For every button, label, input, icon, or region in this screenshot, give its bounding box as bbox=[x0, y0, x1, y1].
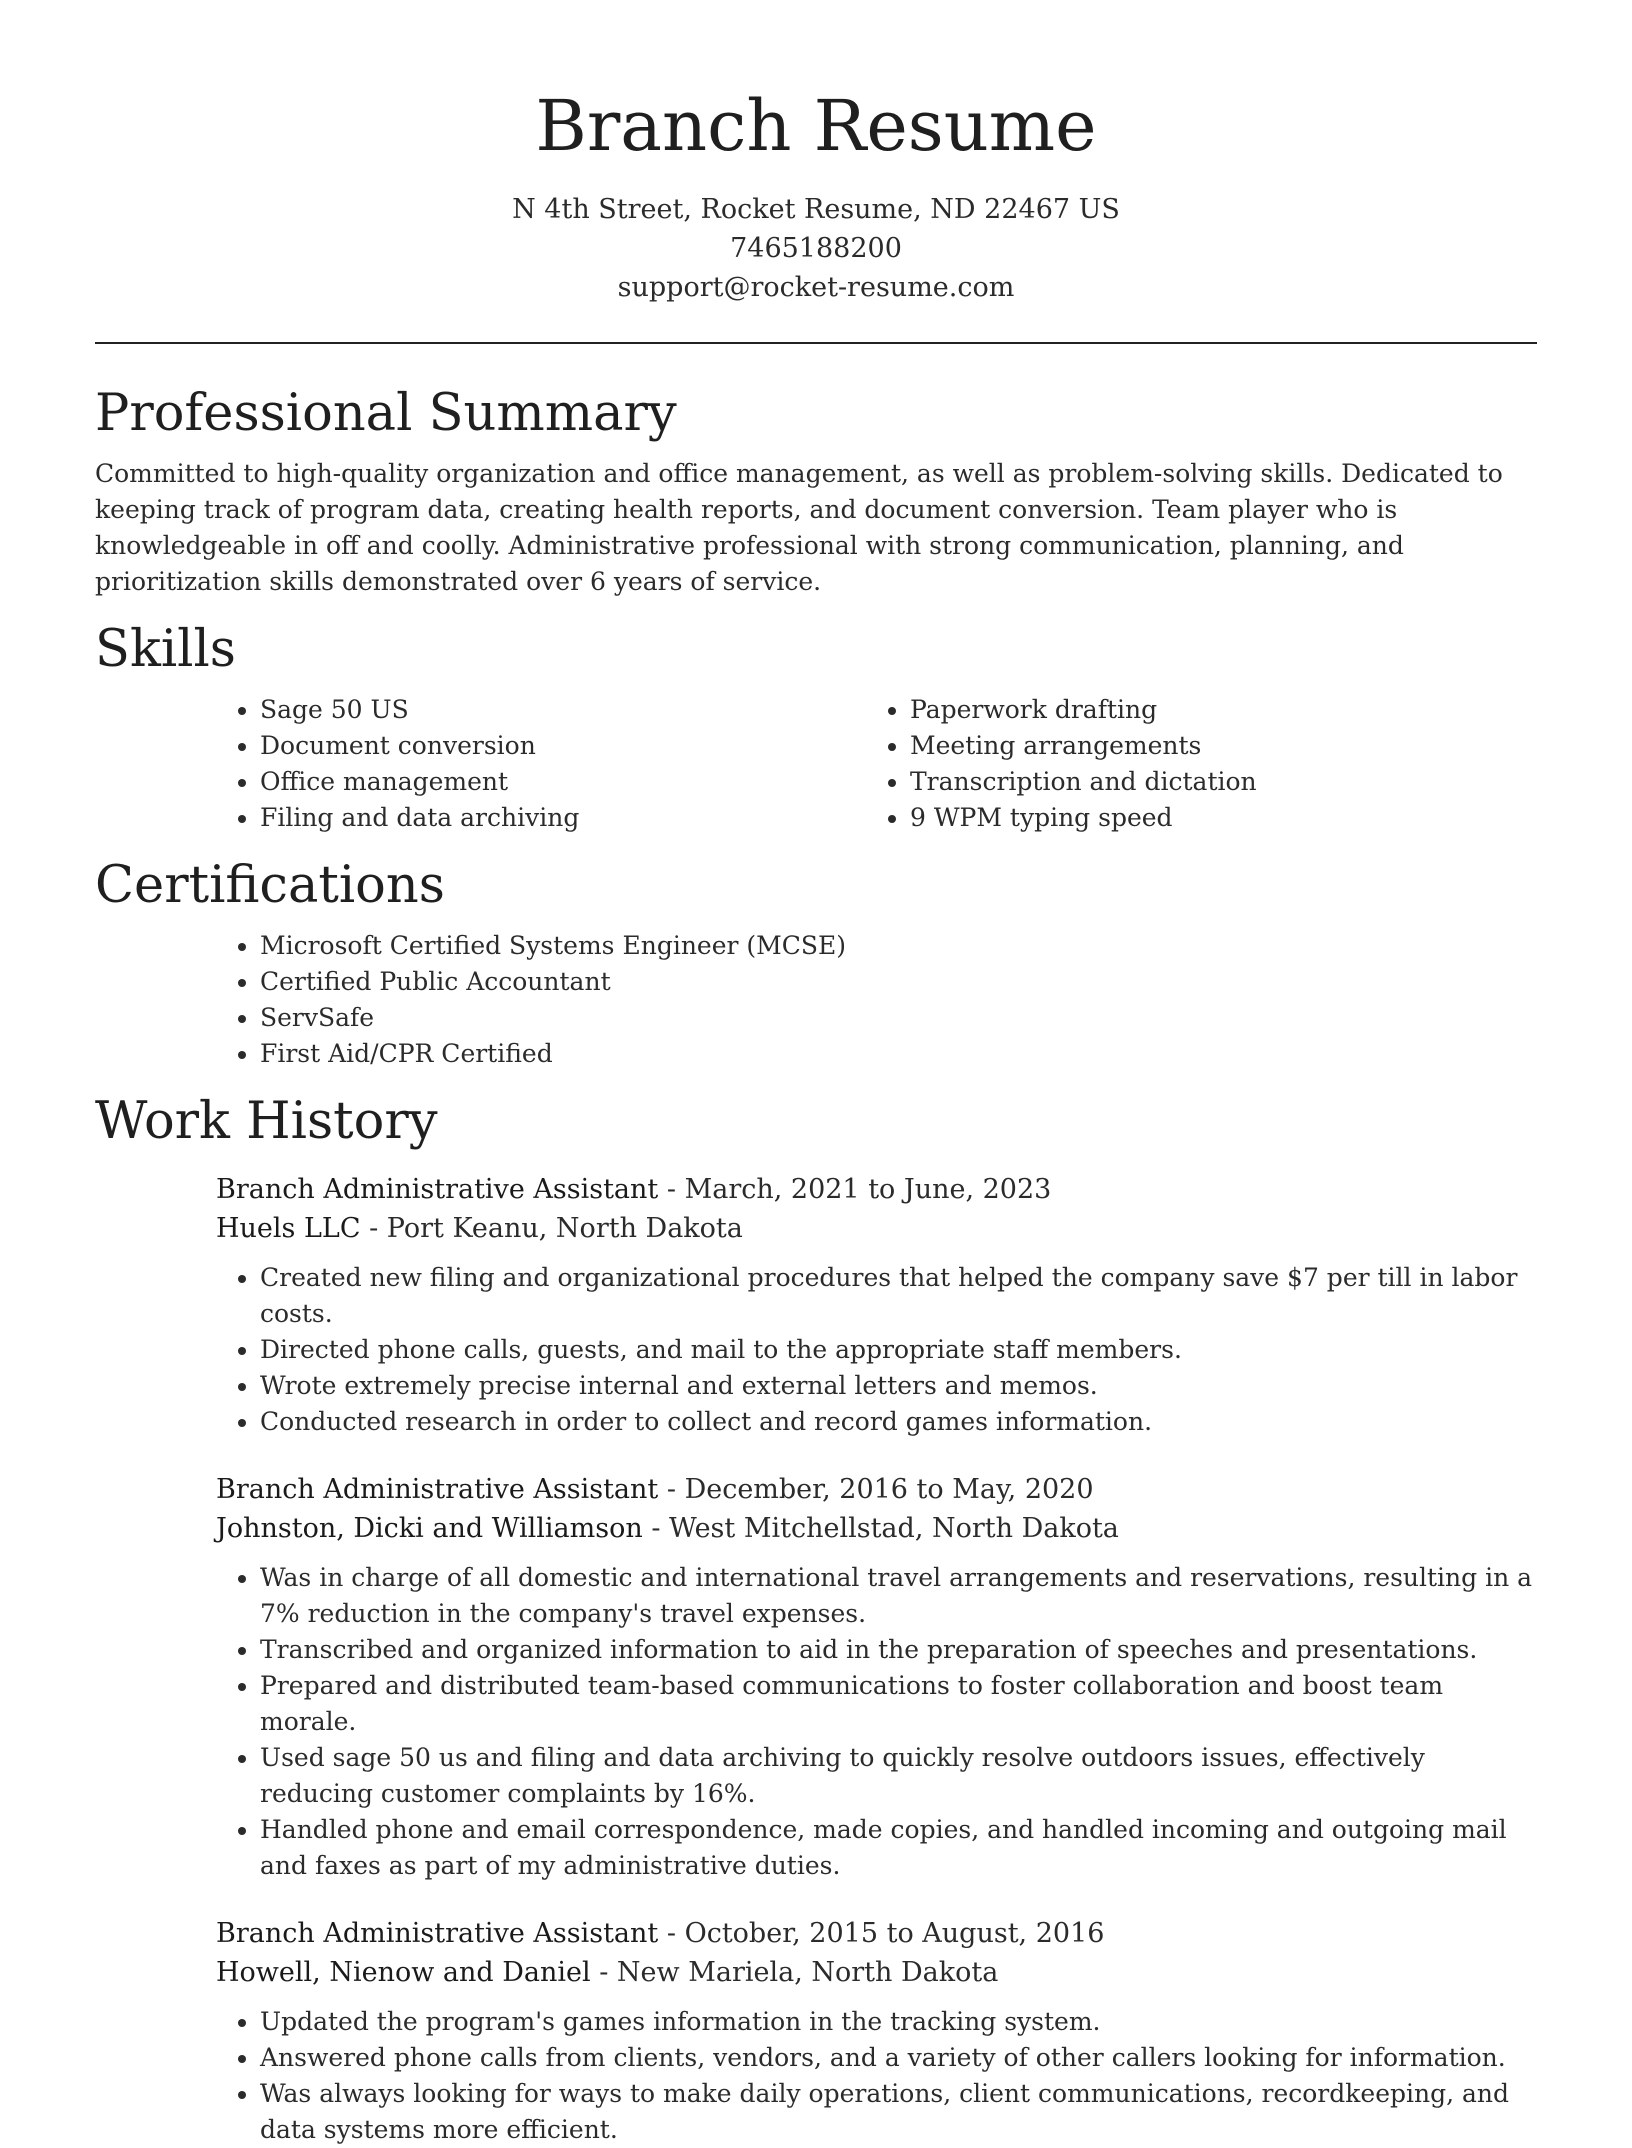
certifications-list bbox=[216, 928, 1537, 1072]
job-bullet: • Handled phone and email correspondence, made copies, and handled incoming and outgoing mail and faxes as part of my administrative duties. bbox=[260, 1812, 1537, 1884]
job-bullets bbox=[216, 2004, 1537, 2148]
job-dates: - December, 2016 to May, 2020 bbox=[658, 1474, 1094, 1505]
job-company: Howell, Nienow and Daniel bbox=[216, 1957, 591, 1988]
email: support@rocket-resume.com bbox=[617, 272, 1015, 303]
job-bullet: • Transcribed and organized information to aid in the preparation of speeches and presentations. bbox=[260, 1632, 1537, 1668]
job-role: Branch Administrative Assistant bbox=[216, 1474, 659, 1505]
job-bullets bbox=[216, 1560, 1537, 1884]
skill-item: • Transcription and dictation bbox=[910, 764, 1516, 800]
skill-item: • Sage 50 US bbox=[260, 692, 866, 728]
job-company-line bbox=[216, 1509, 1537, 1548]
resume-header bbox=[95, 0, 1537, 307]
job-location: - West Mitchellstad, North Dakota bbox=[642, 1513, 1119, 1544]
job-title-line bbox=[216, 1470, 1537, 1509]
job-role: Branch Administrative Assistant bbox=[216, 1174, 659, 1205]
certification-item: • First Aid/CPR Certified bbox=[260, 1036, 1537, 1072]
address: N 4th Street, Rocket Resume, ND 22467 US bbox=[512, 194, 1120, 225]
job-entry bbox=[216, 1470, 1537, 1884]
job-bullet: • Was always looking for ways to make daily operations, client communications, recordkeeping, and data systems more efficient. bbox=[260, 2076, 1537, 2148]
skills-list bbox=[216, 692, 1537, 836]
job-location: - New Mariela, North Dakota bbox=[590, 1957, 999, 1988]
skill-item: • Filing and data archiving bbox=[260, 800, 866, 836]
job-company-line bbox=[216, 1953, 1537, 1992]
job-entry bbox=[216, 1914, 1537, 2148]
certification-item: • ServSafe bbox=[260, 1000, 1537, 1036]
work-history-section bbox=[95, 1090, 1537, 2148]
job-dates: - March, 2021 to June, 2023 bbox=[658, 1174, 1052, 1205]
work-history-heading: Work History bbox=[95, 1092, 438, 1151]
job-bullet: • Answered phone calls from clients, vendors, and a variety of other callers looking for information. bbox=[260, 2040, 1537, 2076]
job-bullet: • Created new filing and organizational procedures that helped the company save $7 per till in labor costs. bbox=[260, 1260, 1537, 1332]
candidate-name: Branch Resume bbox=[535, 85, 1097, 167]
job-company: Johnston, Dicki and Williamson bbox=[216, 1513, 643, 1544]
skill-item: • 9 WPM typing speed bbox=[910, 800, 1516, 836]
summary-section bbox=[95, 382, 1537, 600]
job-bullet: • Conducted research in order to collect and record games information. bbox=[260, 1404, 1537, 1440]
job-entry bbox=[216, 1170, 1537, 1440]
job-bullet: • Prepared and distributed team-based communications to foster collaboration and boost team morale. bbox=[260, 1668, 1537, 1740]
skills-heading: Skills bbox=[95, 620, 236, 679]
skills-section bbox=[95, 618, 1537, 836]
job-title-line bbox=[216, 1914, 1537, 1953]
job-bullet: • Wrote extremely precise internal and external letters and memos. bbox=[260, 1368, 1537, 1404]
resume-page bbox=[95, 0, 1537, 2148]
phone: 7465188200 bbox=[730, 233, 902, 264]
job-company-line bbox=[216, 1209, 1537, 1248]
skill-item: • Paperwork drafting bbox=[910, 692, 1516, 728]
certifications-heading: Certifications bbox=[95, 856, 445, 915]
job-title-line bbox=[216, 1170, 1537, 1209]
summary-text: Committed to high-quality organization and office management, as well as problem-solving skills. Dedicated to keeping track of program data, creating health reports, and document conversion. Team player who is knowledgeable in off and coolly. Administrative professional with strong communication, planning, and prioritization skills demonstrated over 6 years of service. bbox=[95, 459, 1503, 596]
job-bullet: • Used sage 50 us and filing and data archiving to quickly resolve outdoors issues, effectively reducing customer complaints by 16%. bbox=[260, 1740, 1537, 1812]
job-location: - Port Keanu, North Dakota bbox=[360, 1213, 743, 1244]
certifications-section bbox=[95, 854, 1537, 1072]
job-bullets bbox=[216, 1260, 1537, 1440]
job-dates: - October, 2015 to August, 2016 bbox=[658, 1918, 1105, 1949]
job-role: Branch Administrative Assistant bbox=[216, 1918, 659, 1949]
summary-heading: Professional Summary bbox=[95, 384, 677, 443]
skill-item: • Document conversion bbox=[260, 728, 866, 764]
job-bullet: • Directed phone calls, guests, and mail to the appropriate staff members. bbox=[260, 1332, 1537, 1368]
job-bullet: • Was in charge of all domestic and international travel arrangements and reservations, resulting in a 7% reduction in the company's travel expenses. bbox=[260, 1560, 1537, 1632]
skills-column-1 bbox=[216, 692, 866, 836]
skill-item: • Office management bbox=[260, 764, 866, 800]
certification-item: • Certified Public Accountant bbox=[260, 964, 1537, 1000]
skill-item: • Meeting arrangements bbox=[910, 728, 1516, 764]
header-divider bbox=[95, 342, 1537, 344]
certification-item: • Microsoft Certified Systems Engineer (MCSE) bbox=[260, 928, 1537, 964]
job-bullet: • Updated the program's games information in the tracking system. bbox=[260, 2004, 1537, 2040]
skills-column-2 bbox=[866, 692, 1516, 836]
job-company: Huels LLC bbox=[216, 1213, 361, 1244]
